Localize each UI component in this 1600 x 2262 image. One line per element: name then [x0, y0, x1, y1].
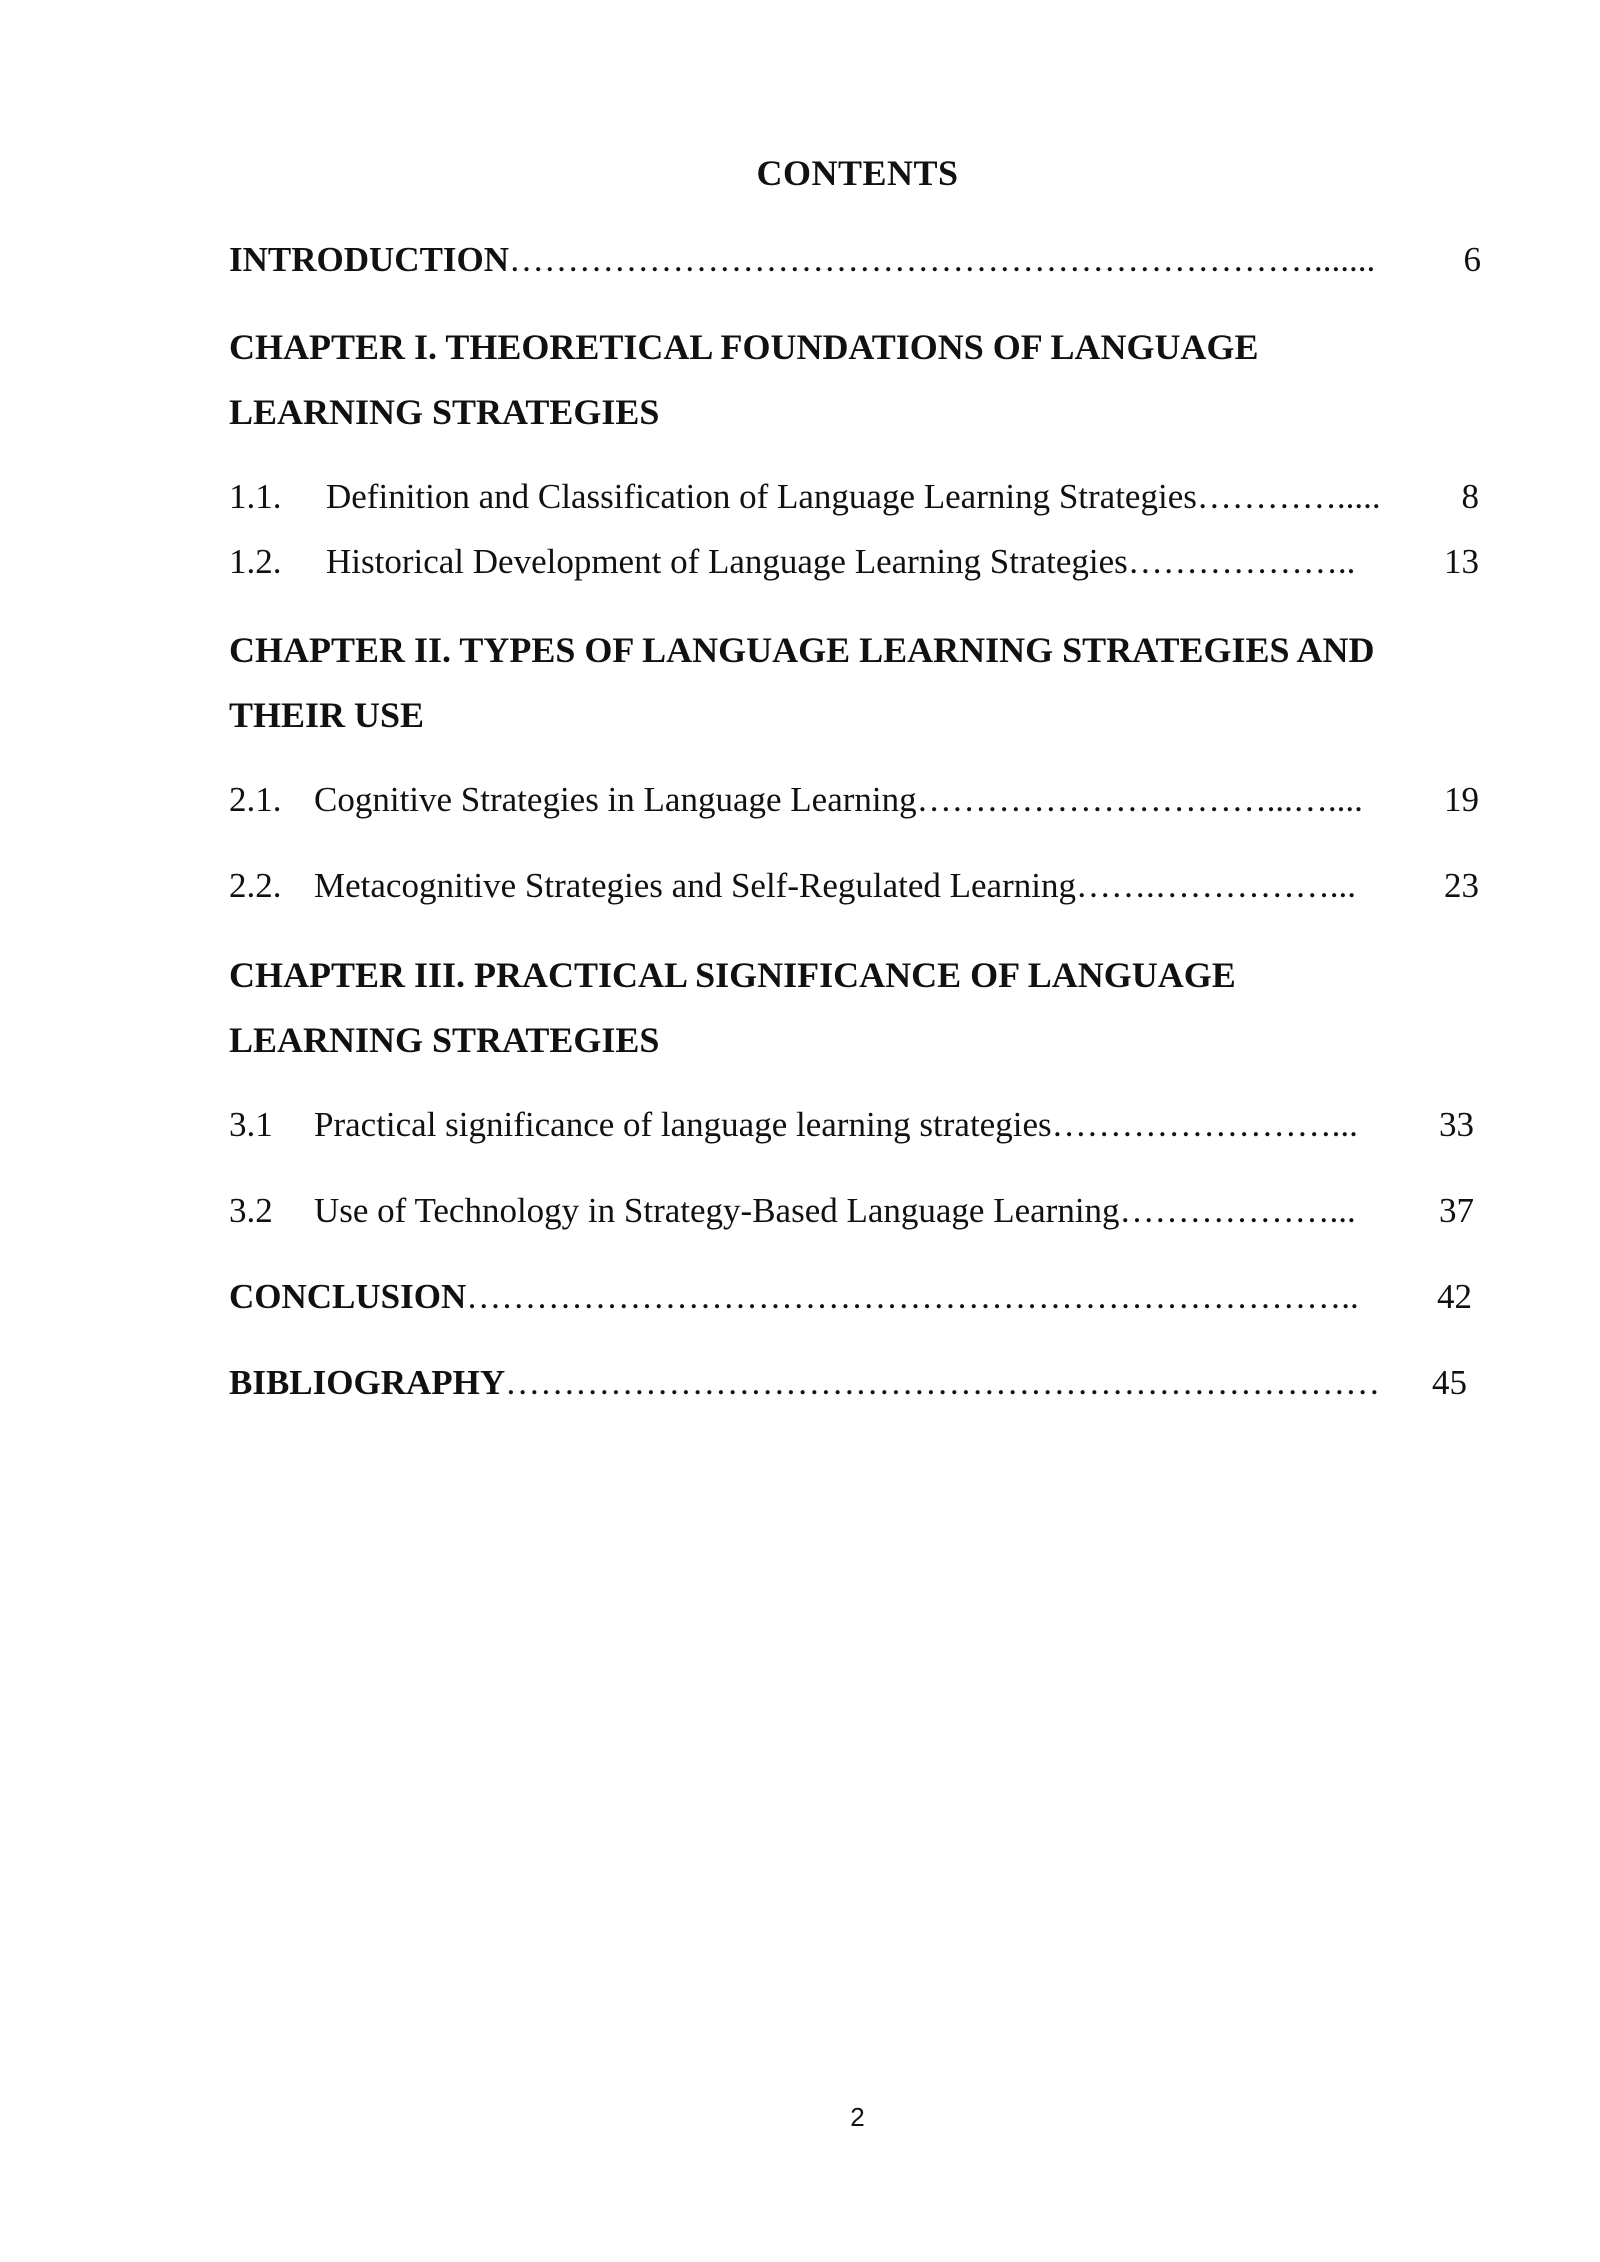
toc-page-number: 33 — [1439, 1105, 1474, 1144]
toc-entry-conclusion[interactable] — [229, 1277, 1472, 1317]
toc-page-number: 42 — [1437, 1277, 1472, 1316]
toc-label — [229, 1191, 1120, 1231]
toc-label — [229, 1105, 1052, 1145]
section-number: 2.2. — [229, 866, 282, 905]
toc-label — [229, 477, 1197, 517]
chapter-title-line-1: CHAPTER II. TYPES OF LANGUAGE LEARNING STRATEGIES AND — [229, 630, 1375, 670]
toc-entry-1-2[interactable] — [229, 542, 1479, 582]
toc-label: BIBLIOGRAPHY — [229, 1363, 506, 1402]
toc-leader: ……………….. — [1127, 542, 1356, 581]
toc-page-number: 23 — [1444, 866, 1479, 905]
toc-entry-introduction[interactable] — [229, 240, 1481, 280]
section-title: Definition and Classification of Language Learning Strategies — [326, 477, 1197, 516]
toc-chapter-3[interactable] — [229, 943, 1489, 1073]
toc-label — [229, 866, 1076, 906]
chapter-title-line-1: CHAPTER III. PRACTICAL SIGNIFICANCE OF LANGUAGE — [229, 955, 1236, 995]
toc-page-number: 13 — [1444, 542, 1479, 581]
section-title: Practical significance of language learning strategies — [314, 1105, 1052, 1144]
toc-leader: …………………………...….... — [916, 780, 1363, 819]
toc-entry-2-1[interactable] — [229, 780, 1479, 820]
section-title: Historical Development of Language Learning Strategies — [326, 542, 1128, 581]
toc-chapter-2[interactable] — [229, 618, 1489, 748]
toc-entry-1-1[interactable] — [229, 477, 1479, 517]
section-title: Metacognitive Strategies and Self-Regulated Learning — [314, 866, 1076, 905]
section-title: Use of Technology in Strategy-Based Language Learning — [314, 1191, 1120, 1230]
toc-leader: ……………………... — [1051, 1105, 1358, 1144]
toc-chapter-1[interactable] — [229, 315, 1489, 445]
toc-leader: ………………... — [1119, 1191, 1356, 1230]
toc-entry-3-1[interactable] — [229, 1105, 1474, 1145]
toc-page-number: 8 — [1461, 477, 1479, 516]
chapter-title-line-2: LEARNING STRATEGIES — [229, 1020, 660, 1060]
toc-page-number: 37 — [1439, 1191, 1474, 1230]
toc-leader: ……………………………………………………………....... — [509, 240, 1376, 279]
toc-page-number: 19 — [1444, 780, 1479, 819]
page-number: 2 — [850, 2102, 865, 2132]
toc-label: CONCLUSION — [229, 1277, 467, 1316]
toc-label: INTRODUCTION — [229, 240, 510, 279]
toc-page-number: 6 — [1463, 240, 1481, 279]
toc-label — [229, 780, 917, 820]
toc-leader: …….……………... — [1075, 866, 1356, 905]
toc-entry-2-2[interactable] — [229, 866, 1479, 906]
chapter-title-line-1: CHAPTER I. THEORETICAL FOUNDATIONS OF LANGUAGE — [229, 327, 1259, 367]
section-number: 1.1. — [229, 477, 282, 516]
toc-page-number: 45 — [1432, 1363, 1467, 1402]
section-number: 3.1 — [229, 1105, 273, 1144]
toc-entry-3-2[interactable] — [229, 1191, 1474, 1231]
toc-label — [229, 542, 1128, 582]
toc-leader: ………………………………………………………………… — [505, 1363, 1381, 1402]
section-number: 2.1. — [229, 780, 282, 819]
toc-leader: …………..... — [1196, 477, 1381, 516]
contents-heading: CONTENTS — [756, 153, 959, 193]
toc-entry-bibliography[interactable] — [229, 1363, 1467, 1403]
section-number: 3.2 — [229, 1191, 273, 1230]
chapter-title-line-2: LEARNING STRATEGIES — [229, 392, 660, 432]
toc-leader: ………………………………………………………………….. — [466, 1277, 1359, 1316]
section-number: 1.2. — [229, 542, 282, 581]
section-title: Cognitive Strategies in Language Learning — [314, 780, 917, 819]
chapter-title-line-2: THEIR USE — [229, 695, 425, 735]
